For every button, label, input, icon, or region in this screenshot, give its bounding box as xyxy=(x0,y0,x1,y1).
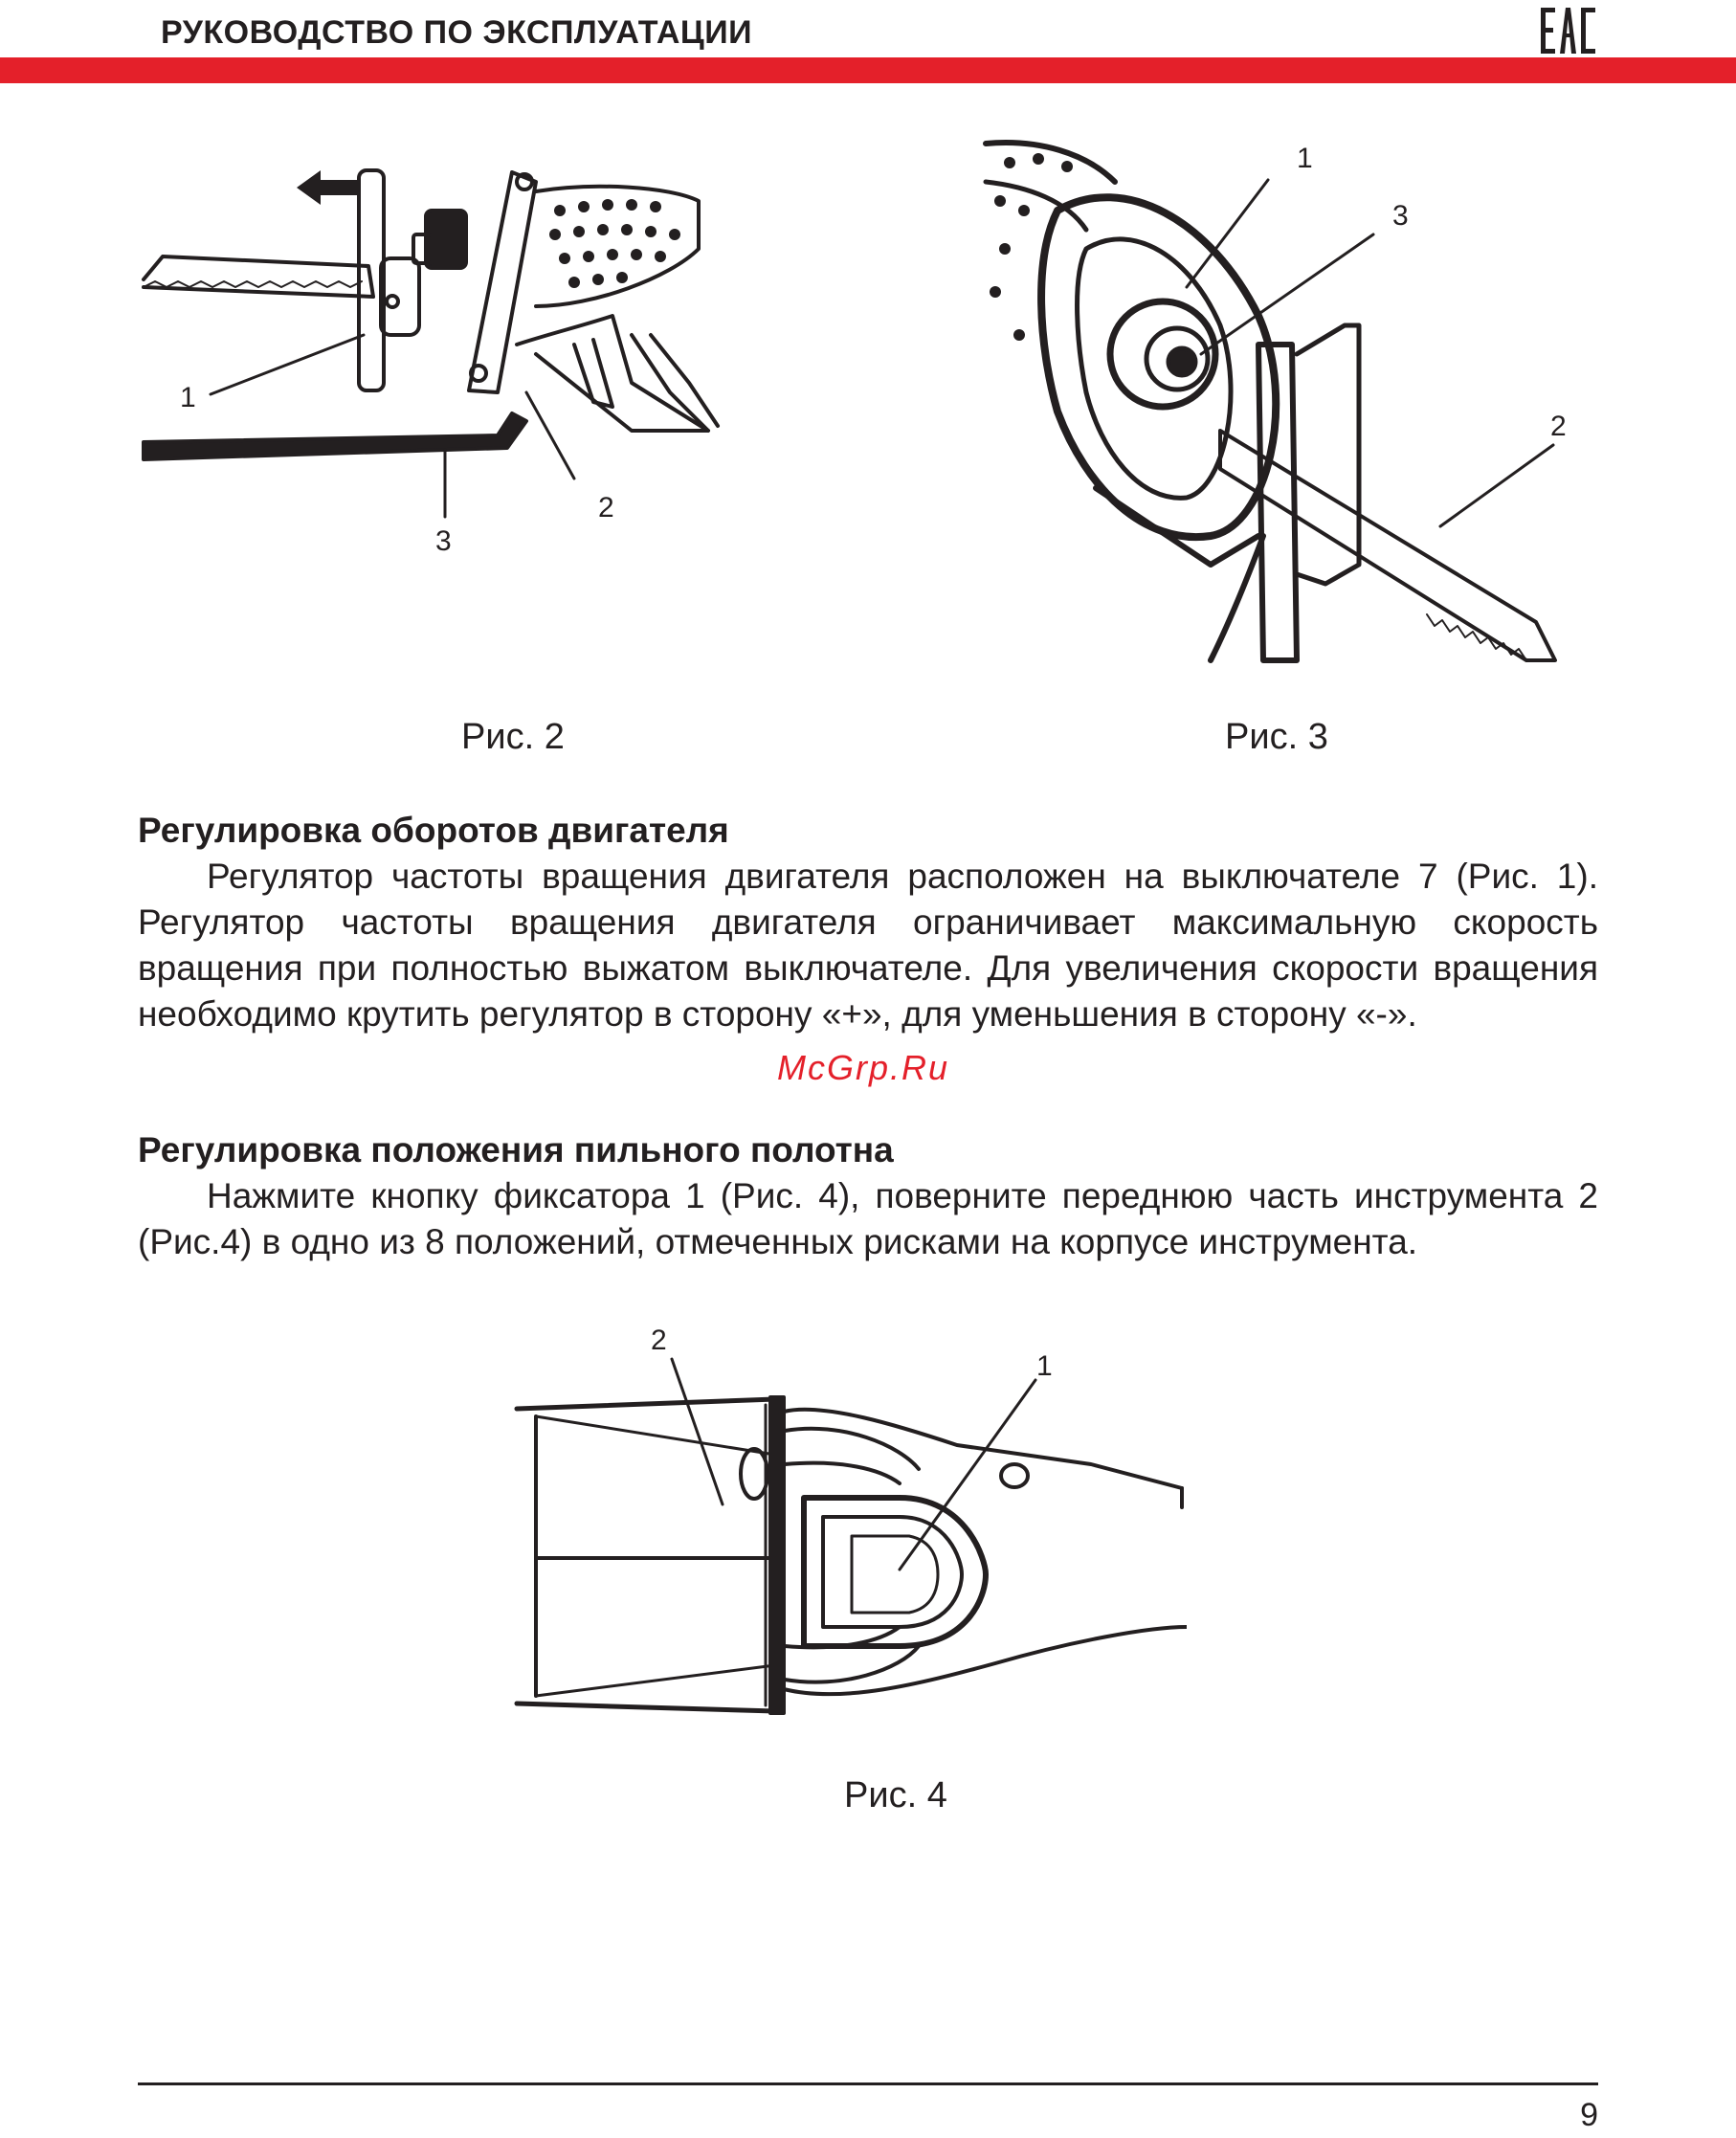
figure-4-callout-2: 2 xyxy=(651,1325,667,1356)
header-accent-bar xyxy=(0,57,1736,83)
figure-4-drawing xyxy=(498,1302,1187,1732)
figure-2-callout-1: 1 xyxy=(180,382,196,413)
figure-3-drawing xyxy=(981,124,1574,670)
figure-2-caption: Рис. 2 xyxy=(461,717,565,757)
figure-3 xyxy=(981,124,1574,670)
watermark-text: McGrp.Ru xyxy=(777,1048,950,1087)
section-heading-blade-position: Регулировка положения пильного полотна xyxy=(138,1130,894,1169)
section-text-blade-position: Нажмите кнопку фиксатора 1 (Рис. 4), поверните переднюю часть инструмента 2 (Рис.4) в одно из 8 положений, отмеченных рисками на корпусе инструмента. xyxy=(138,1176,1598,1261)
figure-4 xyxy=(498,1302,1187,1732)
eac-mark-icon xyxy=(1541,8,1598,54)
footer-divider xyxy=(138,2082,1598,2085)
figure-4-callout-1: 1 xyxy=(1036,1350,1053,1382)
figure-4-caption: Рис. 4 xyxy=(844,1775,947,1815)
figure-3-callout-2: 2 xyxy=(1550,411,1567,442)
figure-2 xyxy=(134,144,746,574)
figure-2-drawing xyxy=(134,144,746,574)
figure-3-callout-3: 3 xyxy=(1392,200,1409,232)
figure-2-callout-3: 3 xyxy=(435,525,452,557)
section-heading-motor-speed: Регулировка оборотов двигателя xyxy=(138,811,729,850)
figure-3-callout-1: 1 xyxy=(1297,143,1313,174)
figure-3-caption: Рис. 3 xyxy=(1225,717,1328,757)
section-text-motor-speed: Регулятор частоты вращения двигателя расположен на выключателе 7 (Рис. 1). Регулятор частоты вращения двигателя ограничивает максимальную скорость вращения при полностью выжатом выключателе. Для увеличения скорости вращения необходимо крутить регулятор в сторону «+», для уменьшения в сторону «-». xyxy=(138,857,1598,1034)
page-number: 9 xyxy=(1580,2097,1598,2133)
figure-2-callout-2: 2 xyxy=(598,492,614,523)
document-header-title: РУКОВОДСТВО ПО ЭКСПЛУАТАЦИИ xyxy=(161,14,753,51)
